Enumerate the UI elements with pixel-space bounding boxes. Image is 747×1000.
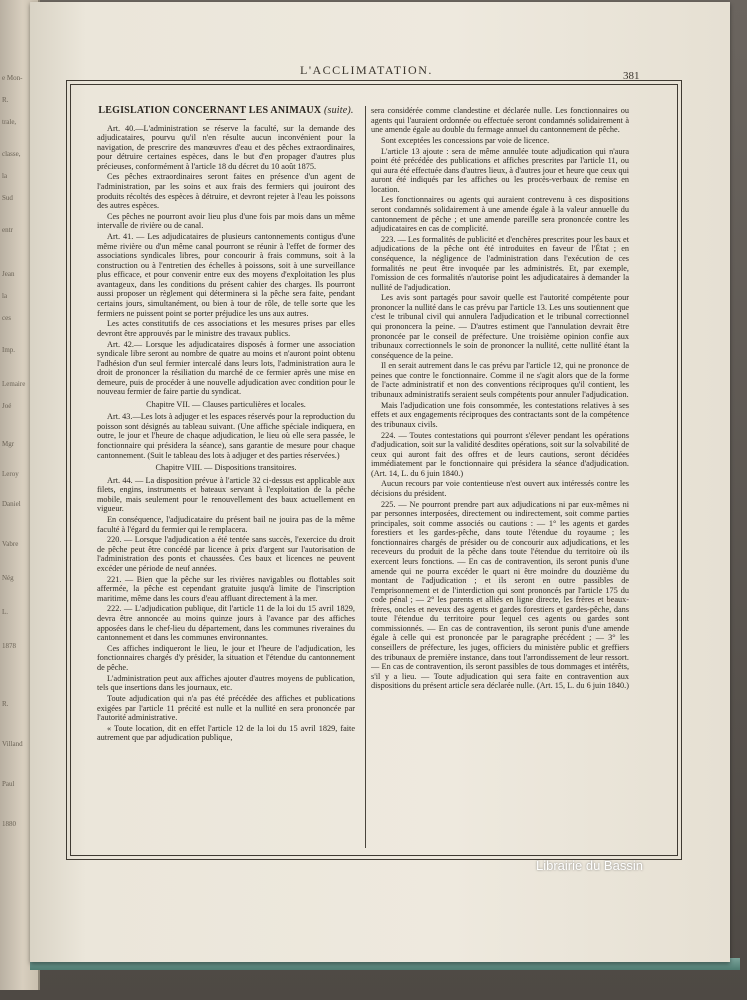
section-title-suite: (suite).	[323, 106, 354, 116]
paragraph: Ces affiches indiqueront le lieu, le jour et l'heure de l'adjudication, les fonctionnaires chargés d'y présider, la situation et l'étendue du cantonnement de pêche.	[97, 643, 355, 672]
paragraph: Aucun recours par voie contentieuse n'est ouvert aux intéressés contre les décisions du président.	[371, 479, 629, 499]
prev-page-fragment: Sud	[2, 194, 13, 202]
right-column	[371, 106, 629, 850]
prev-page-fragment: Daniel	[2, 500, 21, 508]
paragraph: En conséquence, l'adjudicataire du présent bail ne jouira pas de la même faculté à l'égard du fermier qui le remplacera.	[97, 515, 355, 534]
prev-page-fragment: classe,	[2, 150, 21, 158]
paragraph: 225. — Ne pourront prendre part aux adjudications ni par eux-mêmes ni par personnes interposées, directement ou indirectement, soit comme parties principales, soit comme associés ou cautions : — 1° les agents et gardes forestiers et les gardes-pêche, dans toute l'étendue du royaume ; les fonctionnaires chargés de présider ou de concourir aux adjudications, et les receveurs du produit de la pêche dans toute l'étendue du territoire où ils exercent leurs fonctions. — En cas de contravention, ils seront punis d'une amende qui ne pourra excéder le quart ni être moindre du douzième du montant de l'adjudication ; et ils seront en outre passibles de l'emprisonnement et de l'interdiction qui sont prononcés par l'article 175 du code pénal ; — 2° les parents et alliés en ligne directe, les frères et beaux-frères, oncles et neveux des agents et gardes forestiers et gardes-pêche, dans toute l'étendue du territoire pour lequel ces agents ou gardes sont commissionnés. — En cas de contravention, ils seront punis d'une amende égale à celle qui est prononcée par le paragraphe précédent ; — 3° les conseillers de préfecture, les juges, officiers du ministère public et greffiers des tribunaux de première instance, dans tout l'arrondissement de leur ressort. — En cas de contravention, ils seront passibles de tous dommages et intérêts, s'il y a lieu. — Toute adjudication qui sera faite en contravention aux dispositions du présent article sera déclarée nulle. (Art. 15, L. du 6 juin 1840.)	[371, 499, 629, 691]
left-column	[97, 106, 355, 850]
prev-page-fragment: Mgr	[2, 440, 15, 448]
bookseller-watermark: Librairie du Bassin	[536, 858, 643, 873]
prev-page-fragment: ces	[2, 314, 11, 322]
paragraph: Art. 42.— Lorsque les adjudicataires disposés à former une association syndicale libre seront au nombre de quatre au moins et n'auront point obtenu l'adhésion d'un seul fermier intercalé dans leurs lots, l'administration aura le droit de prononcer la résiliation du marché de ce fermier après une mise en demeure, puis de procéder à une nouvelle adjudication avec condition pour le nouveau fermier de faire partie du syndicat.	[97, 339, 355, 397]
prev-page-fragment: Nég	[2, 574, 14, 582]
prev-page-fragment: Leroy	[2, 470, 19, 478]
prev-page-fragment: L.	[2, 608, 9, 616]
prev-page-fragment: trale,	[2, 118, 17, 126]
paragraph: 224. — Toutes contestations qui pourront s'élever pendant les opérations d'adjudication, soit sur la validité desdites opérations, soit sur la solvabilité de ceux qui auront fait des offres et de leurs cautions, seront décidées immédiatement par le fonctionnaire qui présidera la séance d'adjudication. (Art. 14, L. du 6 juin 1840.)	[371, 430, 629, 478]
paragraph: Art. 40.—L'administration se réserve la faculté, sur la demande des adjudicataires, pourvu qu'il n'en résulte aucun inconvénient pour la navigation, de prescrire des manœuvres d'eau et des pêches extraordinaires, pour détruire certaines espèces, dans le but d'en propager d'autres plus précieuses, conformément à l'article 18 du décret du 10 août 1875.	[97, 123, 355, 171]
paragraph: 221. — Bien que la pêche sur les rivières navigables ou flottables soit affermée, la pêche est cependant gratuite jusqu'à limite de l'inscription maritime, même dans les cours d'eau affluant directement à la mer.	[97, 574, 355, 603]
prev-page-fragment: 1880	[2, 820, 16, 828]
paragraph: Les avis sont partagés pour savoir quelle est l'autorité compétente pour prononcer la nullité dans le cas prévu par l'article 13. Les uns soutiennent que c'est le tribunal civil qui annulera l'adjudication et le tribunal correctionnel qui prononcera la peine. — D'autres estiment que l'annulation devrait être prononcée par le conseil de préfecture. Une troisième opinion confie aux tribunaux correctionnels le soin de prononcer la nullité, cette nullité étant la conséquence de la peine.	[371, 293, 629, 360]
prev-page-fragment: e Mon-	[2, 74, 23, 82]
paragraph: L'article 13 ajoute : sera de même annulée toute adjudication qui n'aura point été précédée des publications et affiches prescrites par l'article 11, ou qui aura été effectuée dans d'autres lieux, à d'autres jour et heure que ceux qui auront été indiqués par les affiches ou les procès-verbaux de remise en location.	[371, 146, 629, 194]
section-title	[97, 106, 355, 116]
prev-page-fragment: Paul	[2, 780, 15, 788]
paragraph: Sont exceptées les concessions par voie de licence.	[381, 135, 550, 145]
prev-page-fragment: Joé	[2, 402, 12, 410]
paragraph: Toute adjudication qui n'a pas été précédée des affiches et publications exigées par l'article 11 précité est nulle et la nullité en sera prononcée par l'autorité administrative.	[97, 693, 355, 723]
prev-page-fragment: entr	[2, 226, 13, 234]
page-number: 381	[623, 70, 640, 82]
paragraph: Art. 44. — La disposition prévue à l'article 32 ci-dessus est applicable aux filets, engins, instruments et bateaux servant à l'exploitation de la pêche mobile, mais seulement pour le renouvellement des baux actuellement en vigueur.	[97, 475, 355, 514]
chapter-heading: Chapitre VIII. — Dispositions transitoires.	[155, 463, 297, 473]
paragraph: Ces pêches ne pourront avoir lieu plus d'une fois par mois dans un même intervalle de rivière ou de canal.	[97, 211, 355, 231]
paragraph: 222. — L'adjudication publique, dit l'article 11 de la loi du 15 avril 1829, devra être annoncée au moins quinze jours à l'avance par des affiches apposées dans le chef-lieu du département, dans les communes riveraines du cantonnement et dans les communes environnantes.	[97, 604, 355, 643]
prev-page-fragment: R.	[2, 96, 9, 104]
paragraph: Les fonctionnaires ou agents qui auraient contrevenu à ces dispositions seront condamnés solidairement à une amende égale à la valeur annuelle du cantonnement de pêche ; et une amende pareille sera prononcée contre les adjudicataires en cas de complicité.	[371, 195, 629, 234]
paragraph: sera considérée comme clandestine et déclarée nulle. Les fonctionnaires ou agents qui l'auraient ordonnée ou effectuée seront condamnés solidairement à une amende égale au double du fermage annuel du cantonnement de pêche.	[371, 106, 629, 135]
title-rule	[206, 119, 246, 120]
paragraph: Il en serait autrement dans le cas prévu par l'article 12, qui ne prononce de peines que contre le fonctionnaire. Comme il ne s'agit alors que de la forme de l'acte administratif et non des conventions réciproques qu'il contient, les tribunaux administratifs seraient seuls compétents pour annuler l'adjudication.	[371, 361, 629, 399]
section-title-text: LÉGISLATION CONCERNANT LES ANIMAUX	[98, 106, 322, 116]
paragraph: Art. 41. — Les adjudicataires de plusieurs cantonnements contigus d'une même rivière ou d'un même canal pourront se réunir à l'effet de former des associations syndicales libres, pour concourir à frais communs, soit à la construction ou à l'entretien des échelles à poissons, soit à une surveillance plus efficace, et pour convenir entre eux des moyens d'exploitation les plus avantageux, dans les conditions du présent cahier des charges. Ils pourront aussi proposer un règlement qui déterminera si la pêche sera faite, pendant certains jours, simultanément, ou bien à tour de rôle, de telle sorte que les fermiers ne puissent point se porter préjudice les uns aux autres.	[97, 232, 355, 318]
paragraph: L'administration peut aux affiches ajouter d'autres moyens de publication, tels que insertions dans les journaux, etc.	[97, 673, 355, 693]
prev-page-fragment: Lemaire	[2, 380, 26, 388]
paragraph: Art. 43.—Les lots à adjuger et les espaces réservés pour la reproduction du poisson sont désignés au tableau suivant. (Une affiche spéciale indiquera, en outre, le jour et l'heure de chaque adjudication, le lieu où elle sera passée, le fonctionnaire qui présidera la séance), sans garantie de mesure pour chaque cantonnement. (Suit le tableau des lots à adjuger et des parties réservées.)	[97, 412, 355, 460]
prev-page-fragment: R.	[2, 700, 9, 708]
prev-page-fragment: Vabre	[2, 540, 19, 548]
prev-page-fragment: 1878	[2, 642, 16, 650]
paragraph: 223. — Les formalités de publicité et d'enchères prescrites pour les baux et adjudications de la pêche ont été introduites en faveur de l'État ; en conséquence, la négligence de l'administration dans l'exécution de ces formalités ne peut être invoquée par les administrés. Et, par exemple, l'omission de ces formalités n'autorise point les adjudicataires à demander la nullité de l'adjudication.	[371, 234, 629, 292]
paragraph: Mais l'adjudication une fois consommée, les contestations relatives à ses effets et aux engagements réciproques des contractants sont de la compétence des tribunaux civils.	[371, 400, 629, 429]
prev-page-fragment: la	[2, 172, 8, 180]
running-head: L'ACCLIMATATION.	[300, 63, 433, 77]
prev-page-fragment: Villand	[2, 740, 23, 748]
paragraph: Les actes constitutifs de ces associations et les mesures prises par elles devront être approuvés par le ministre des travaux publics.	[97, 319, 355, 338]
paragraph: « Toute location, dit en effet l'article 12 de la loi du 15 avril 1829, faite autrement que par adjudication publique,	[97, 723, 355, 743]
chapter-heading: Chapitre VII. — Clauses particulières et locales.	[146, 399, 306, 409]
prev-page-fragment: Imp.	[2, 346, 16, 354]
column-divider	[365, 106, 366, 848]
paragraph: 220. — Lorsque l'adjudication a été tentée sans succès, l'exercice du droit de pêche peut être concédé par licence à prix d'argent sur l'autorisation de l'administration des ponts et chaussées. Ces baux et licences ne peuvent excéder une période de neuf années.	[97, 535, 355, 573]
prev-page-fragment: Jean	[2, 270, 15, 278]
prev-page-fragment: la	[2, 292, 8, 300]
paragraph: Ces pêches extraordinaires seront faites en présence d'un agent de l'administration, par les soins et aux frais des fermiers qui jouiront des produits récoltés des espèces à détruire, et devront rejeter à l'eau les poissons des autres espèces.	[97, 172, 355, 211]
